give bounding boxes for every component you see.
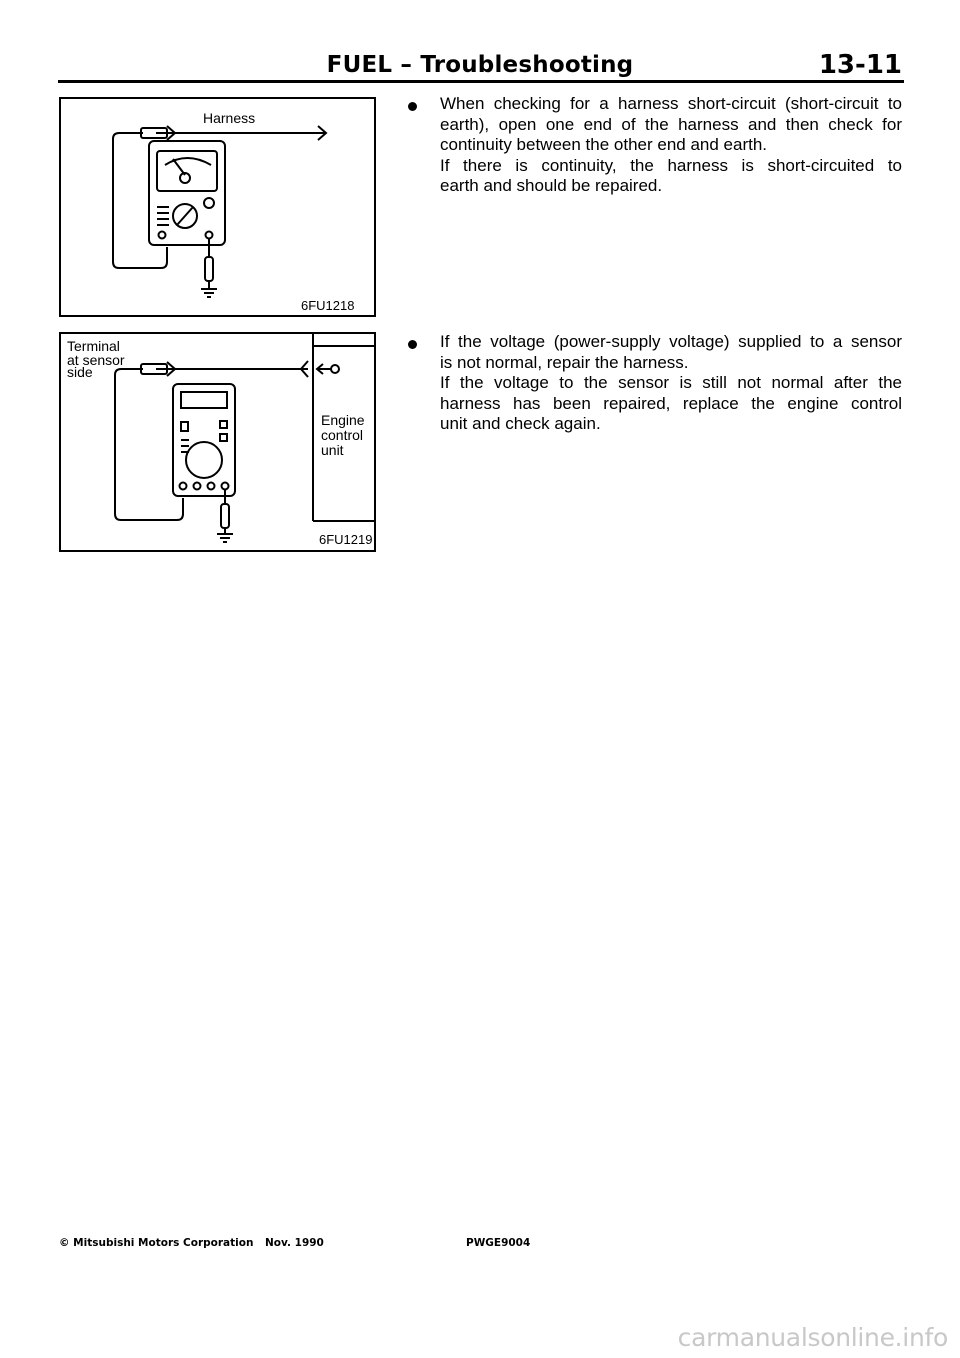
figure-code: 6FU1218 bbox=[301, 298, 355, 313]
figure-harness-short-check bbox=[59, 97, 376, 317]
text-line: earth), open one end of the harness and then check for bbox=[440, 114, 902, 134]
ecu-label-line-2: control bbox=[321, 427, 364, 443]
footer-date: Nov. 1990 bbox=[265, 1237, 324, 1249]
bullet-icon bbox=[408, 340, 417, 349]
text-line: unit and check again. bbox=[440, 414, 601, 433]
watermark: carmanualsonline.info bbox=[677, 1323, 948, 1352]
text-line: If the voltage to the sensor is still not normal after the bbox=[440, 373, 902, 392]
figure-sensor-voltage-check bbox=[59, 332, 376, 552]
footer-doc-code: PWGE9004 bbox=[466, 1237, 531, 1249]
harness-label: Harness bbox=[203, 110, 256, 126]
text-line: When checking for a harness short-circuit (short-circuit to bbox=[440, 94, 902, 113]
figure-code: 6FU1219 bbox=[319, 532, 373, 547]
page-title: FUEL – Troubleshooting bbox=[326, 52, 634, 78]
paragraph-sensor-voltage-check bbox=[440, 332, 902, 435]
paragraph-short-circuit-check bbox=[440, 94, 902, 197]
text-line: is not normal, repair the harness. bbox=[440, 352, 689, 372]
terminal-label-line-2: at sensor bbox=[67, 352, 125, 368]
footer-copyright: © Mitsubishi Motors Corporation bbox=[59, 1237, 254, 1249]
multimeter-harness-diagram bbox=[61, 99, 378, 319]
text-line: If there is continuity, the harness is short-circuited to bbox=[440, 155, 902, 175]
ecu-label-line-1: Engine bbox=[321, 412, 365, 428]
terminal-label-line-1: Terminal bbox=[67, 338, 120, 354]
text-line: If the voltage (power-supply voltage) supplied to a sensor bbox=[440, 332, 902, 351]
bullet-icon bbox=[408, 102, 417, 111]
text-line: continuity between the other end and earth. bbox=[440, 135, 768, 154]
page-number: 13-11 bbox=[818, 50, 902, 80]
ecu-label-line-3: unit bbox=[321, 442, 344, 458]
text-line: earth and should be repaired. bbox=[440, 176, 663, 195]
terminal-label-line-3: side bbox=[67, 364, 93, 380]
header-rule bbox=[58, 80, 904, 83]
text-line: harness has been repaired, replace the engine control bbox=[440, 393, 902, 413]
